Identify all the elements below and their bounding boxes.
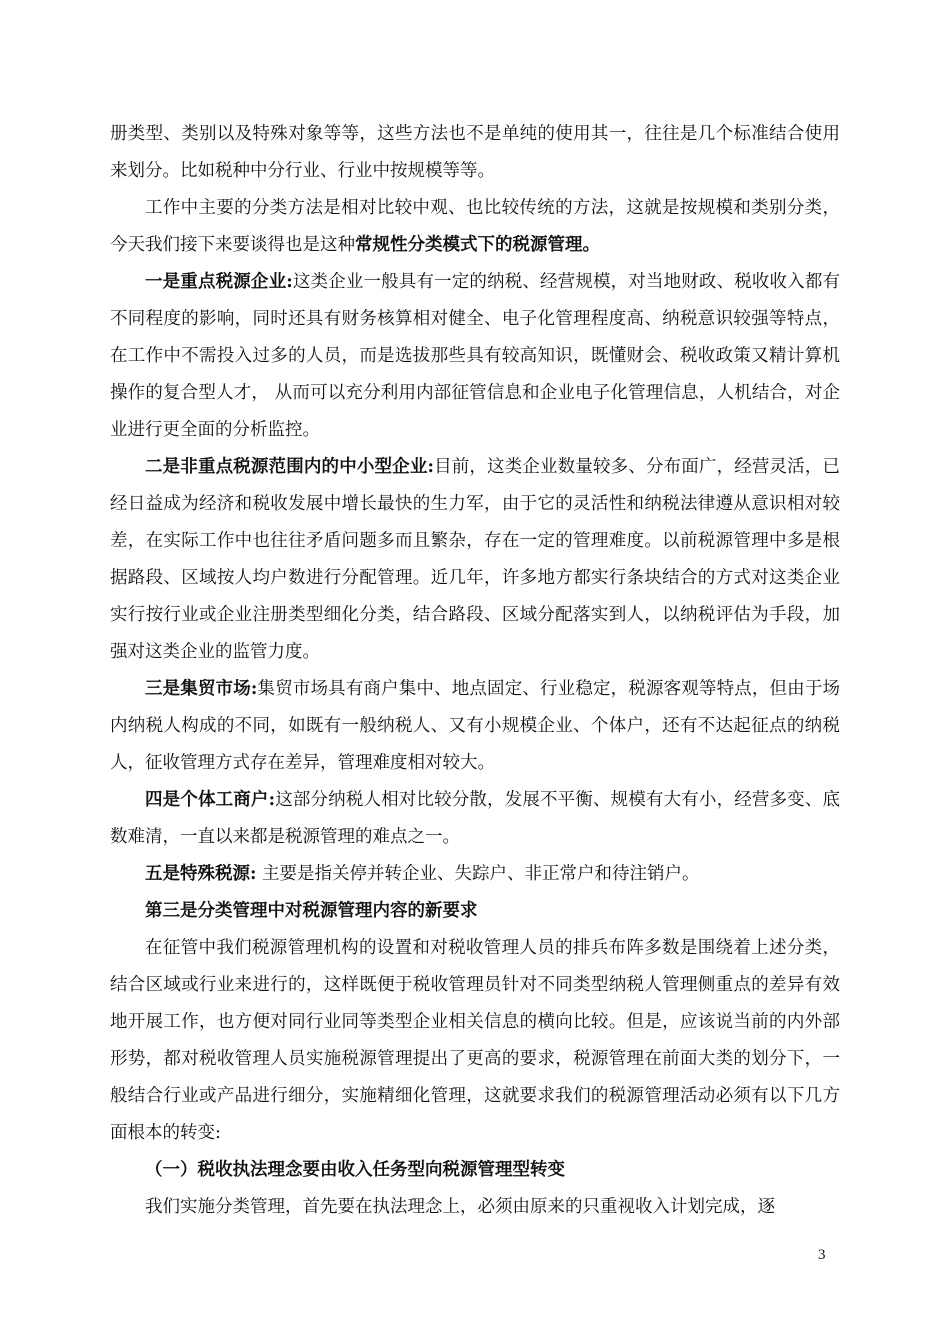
paragraph-continuation: 册类型、类别以及特殊对象等等，这些方法也不是单纯的使用其一，往往是几个标准结合使用来划分。比如税种中分行业、行业中按规模等等。 bbox=[110, 124, 840, 181]
document-body bbox=[110, 116, 840, 1226]
paragraph-lead: 二是非重点税源范围内的中小型企业: bbox=[145, 457, 434, 477]
paragraph-text: 目前，这类企业数量较多、分布面广，经营灵活，已经日益成为经济和税收发展中增长最快的生力军，由于它的灵活性和纳税法律遵从意识相对较差，在实际工作中也往往矛盾问题多而且繁杂，存在一定的管理难度。以前税源管理中多是根据路段、区域按人均户数进行分配管理。近几年，许多地方都实行条块结合的方式对这类企业实行按行业或企业注册类型细化分类，结合路段、区域分配落实到人，以纳税评估为手段，加强对这类企业的监管力度。 bbox=[110, 457, 840, 662]
paragraph-text: 这类企业一般具有一定的纳税、经营规模，对当地财政、税收收入都有不同程度的影响，同时还具有财务核算相对健全、电子化管理程度高、纳税意识较强等特点，在工作中不需投入过多的人员，而是选拔那些具有较高知识，既懂财会、税收政策又精计算机操作的复合型人才， 从而可以充分利用内部征管信息和企业电子化管理信息，人机结合，对企业进行更全面的分析监控。 bbox=[110, 272, 840, 440]
subsection-heading: （一）税收执法理念要由收入任务型向税源管理型转变 bbox=[145, 1160, 565, 1180]
paragraph-individual-businesses bbox=[110, 782, 840, 856]
paragraph-lead: 一是重点税源企业: bbox=[145, 272, 293, 292]
paragraph-lead: 四是个体工商户: bbox=[145, 790, 276, 810]
section-heading: 第三是分类管理中对税源管理内容的新要求 bbox=[145, 901, 478, 921]
paragraph-small-medium-enterprises bbox=[110, 449, 840, 671]
paragraph-new-requirements: 在征管中我们税源管理机构的设置和对税收管理人员的排兵布阵多数是围绕着上述分类，结合区域或行业来进行的，这样既便于税收管理员针对不同类型纳税人管理侧重点的差异有效地开展工作，也方便对同行业同等类型企业相关信息的横向比较。但是，应该说当前的内外部形势，都对税收管理人员实施税源管理提出了更高的要求，税源管理在前面大类的划分下，一般结合行业或产品进行细分，实施精细化管理，这就要求我们的税源管理活动必须有以下几方面根本的转变: bbox=[110, 938, 840, 1143]
paragraph-key-taxpayers bbox=[110, 264, 840, 449]
bold-phrase: 常规性分类模式下的税源管理。 bbox=[355, 235, 600, 255]
paragraph-enforcement-concept: 我们实施分类管理，首先要在执法理念上，必须由原来的只重视收入计划完成，逐 bbox=[145, 1197, 775, 1217]
paragraph-text: 工作中主要的分类方法是相对比较中观、也比较传统的方法，这就是按规模和类别分类，今天我们接下来要谈得也是这种 bbox=[110, 198, 840, 255]
paragraph-text: 这部分纳税人相对比较分散，发展不平衡、规模有大有小，经营多变、底数难清，一直以来都是税源管理的难点之一。 bbox=[110, 790, 840, 847]
paragraph-lead: 五是特殊税源: bbox=[145, 864, 257, 884]
paragraph-lead: 三是集贸市场: bbox=[145, 679, 258, 699]
paragraph-markets bbox=[110, 671, 840, 782]
page-number: 3 bbox=[818, 1247, 826, 1263]
paragraph-text: 主要是指关停并转企业、失踪户、非正常户和待注销户。 bbox=[256, 864, 700, 884]
paragraph-classification-method bbox=[110, 190, 840, 264]
paragraph-special-sources bbox=[110, 856, 840, 893]
paragraph-text: 集贸市场具有商户集中、地点固定、行业稳定，税源客观等特点，但由于场内纳税人构成的不同，如既有一般纳税人、又有小规模企业、个体户，还有不达起征点的纳税人，征收管理方式存在差异，管理难度相对较大。 bbox=[110, 679, 840, 773]
